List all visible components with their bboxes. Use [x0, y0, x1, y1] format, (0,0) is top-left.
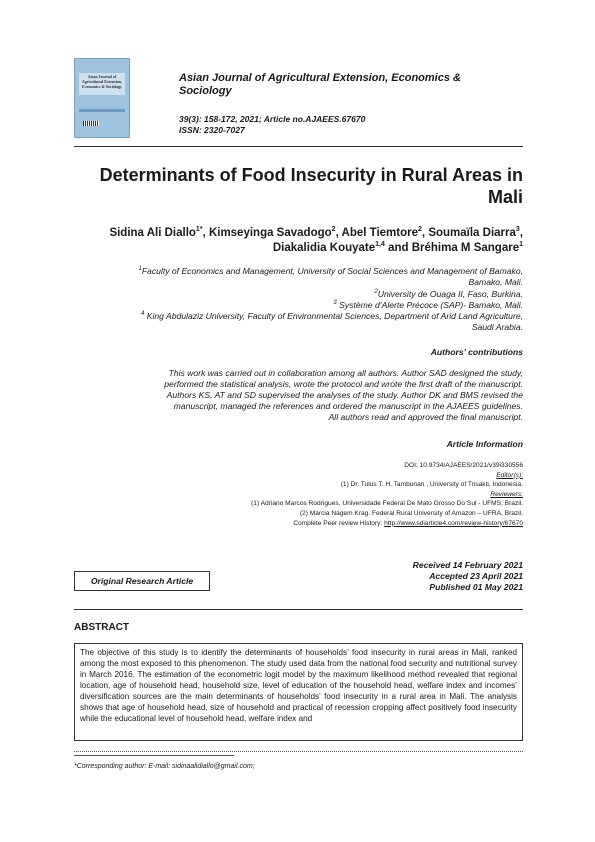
- author-line-2: [74, 241, 523, 256]
- article-info-heading: Article Information: [446, 439, 523, 449]
- editor-entry: (1) Dr. Tulus T. H. Tambunan , University of Trisakti, Indonesia.: [340, 481, 523, 489]
- author-affil-sup: 1,4: [375, 241, 385, 249]
- contributions-line: All authors read and approved the final manuscript.: [328, 412, 523, 422]
- contributions-line: Authors KS, AT and SD supervised the analyses of the study. Author DK and BMS revised the: [166, 390, 523, 400]
- contributions-line: This work was carried out in collaboration among all authors. Author SAD designed the study,: [168, 368, 523, 378]
- article-info: [63, 461, 523, 528]
- affiliation-3: [63, 300, 523, 311]
- contributions-line: manuscript, managed the references and ordered the manuscript in the AJAEES guidelines.: [173, 401, 523, 411]
- cover-title: [81, 74, 123, 89]
- affiliation-1: [63, 266, 523, 288]
- volume-info: 39(3): 158-172, 2021; Article no.AJAEES.67670: [179, 114, 366, 124]
- editors-label: Editor(s):: [496, 471, 523, 479]
- author-separator: ,: [202, 227, 209, 239]
- affiliation-sup: 4: [141, 311, 145, 318]
- footnote-rule: [74, 755, 234, 756]
- affiliation-text: University de Ouaga II, Faso, Burkina.: [377, 289, 523, 299]
- abstract-text: The objective of this study is to identify the determinants of households’ food insecurity in rural areas in Mali, ranked among the most exposed to this phenomenon. The study used data from the national food security and nutritional survey in March 2016. The estimation of the econometric logit model by the maximum likelihood method revealed that regional location, age of household head, household size, level of education of the household head, welfare index and incomes’ diversification sources are the main determinants of households’ food insecurity in a rural area in Mali. The analysis shows that age of household head, size of household and practical of recession cropping affect positively food insecurity while the educational level of household head, welfare index and: [80, 648, 517, 723]
- reviewers-label: Reviewers:: [490, 490, 523, 498]
- footer-dotted-divider: [74, 751, 523, 752]
- reviewer-entry: (2) Márcia Nágem Krag. Federal Rural University of Amazon – UFRA, Brazil.: [299, 509, 523, 517]
- contributions-heading: Authors’ contributions: [430, 347, 523, 357]
- affiliation-text: Système d’Alerte Précoce (SAP)- Bamako, Mali.: [336, 300, 523, 310]
- review-history: [63, 519, 523, 529]
- author-name: Bréhima M Sangare: [411, 242, 520, 254]
- author-name: Diakalidia Kouyate: [272, 242, 376, 254]
- journal-name: [179, 72, 539, 98]
- abstract-box: [74, 643, 523, 741]
- author-list: [74, 226, 523, 256]
- author-name: Soumaïla Diarra: [428, 227, 516, 239]
- journal-name-line2: Sociology: [179, 85, 232, 97]
- publication-dates: [413, 560, 523, 593]
- author-affil-sup: 3: [515, 226, 520, 234]
- author-affil-sup: 2: [418, 226, 422, 234]
- article-title-line1: Determinants of Food Insecurity in Rural Areas in: [99, 165, 523, 185]
- contributions-line: performed the statistical analysis, wrote the protocol and wrote the first draft of the manuscript.: [164, 379, 523, 389]
- corresponding-author-footnote: *Corresponding author: E-mail: sidinaalidiallo@gmail.com;: [74, 763, 255, 770]
- cover-title-line: Asian Journal of: [87, 74, 117, 79]
- author-affil-sup: 2: [331, 226, 336, 234]
- published-date: Published 01 May 2021: [429, 582, 523, 592]
- author-separator: ,: [335, 227, 342, 239]
- journal-cover-image: [74, 58, 130, 138]
- journal-name-line1: Asian Journal of Agricultural Extension, Economics &: [179, 72, 461, 84]
- author-name: Sidina Ali Diallo: [109, 227, 196, 239]
- issn: ISSN: 2320-7027: [179, 125, 245, 135]
- article-title: [74, 164, 523, 208]
- abstract-heading: ABSTRACT: [74, 622, 129, 633]
- author-line-1: [74, 226, 523, 241]
- affiliation-2: [63, 289, 523, 300]
- affiliation-text: Saudi Arabia.: [471, 322, 523, 332]
- cover-title-line: Agricultural Extension,: [81, 79, 123, 84]
- cover-title-line: Economics & Sociology: [82, 84, 122, 89]
- review-history-label: Complete Peer review History:: [293, 519, 385, 527]
- author-affil-sup: 1: [519, 241, 523, 249]
- contributions-text: [74, 368, 523, 423]
- affiliation-text: Faculty of Economics and Management, University of Social Sciences and Management of Bamako,: [141, 266, 523, 276]
- author-name: Kimseyinga Savadogo: [208, 227, 332, 239]
- article-type-box: Original Research Article: [74, 571, 210, 591]
- article-title-line2: Mali: [487, 187, 523, 207]
- author-separator: ,: [519, 227, 523, 239]
- affiliation-text: King Abdulaziz University, Faculty of Environmental Sciences, Department of Arid Land Agriculture,: [144, 311, 523, 321]
- affiliation-sup: 1: [138, 266, 142, 273]
- affiliation-sup: 3: [333, 300, 337, 307]
- author-separator: and: [384, 242, 412, 254]
- cover-stripe: [79, 109, 125, 112]
- author-name: Abel Tiemtore: [341, 227, 419, 239]
- affiliation-4: [63, 311, 523, 333]
- author-separator: ,: [421, 227, 429, 239]
- affiliation-text: Bamako, Mali.: [468, 277, 523, 287]
- header-divider: [74, 146, 523, 147]
- review-history-link[interactable]: http://www.sdiarticle4.com/review-history/67670: [384, 519, 523, 527]
- author-affil-sup: 1*: [195, 226, 203, 234]
- accepted-date: Accepted 23 April 2021: [429, 571, 523, 581]
- reviewer-entry: (1) Adriano Marcos Rodrigues, Universidade Federal De Mato Grosso Do Sul - UFMS, Brazil.: [251, 500, 523, 508]
- section-divider: [74, 609, 523, 610]
- doi: DOI: 10.9734/AJAEES/2021/v39i330556: [404, 462, 523, 469]
- received-date: Received 14 February 2021: [412, 560, 523, 570]
- cover-barcode: [83, 121, 99, 126]
- affiliation-sup: 2: [374, 289, 378, 296]
